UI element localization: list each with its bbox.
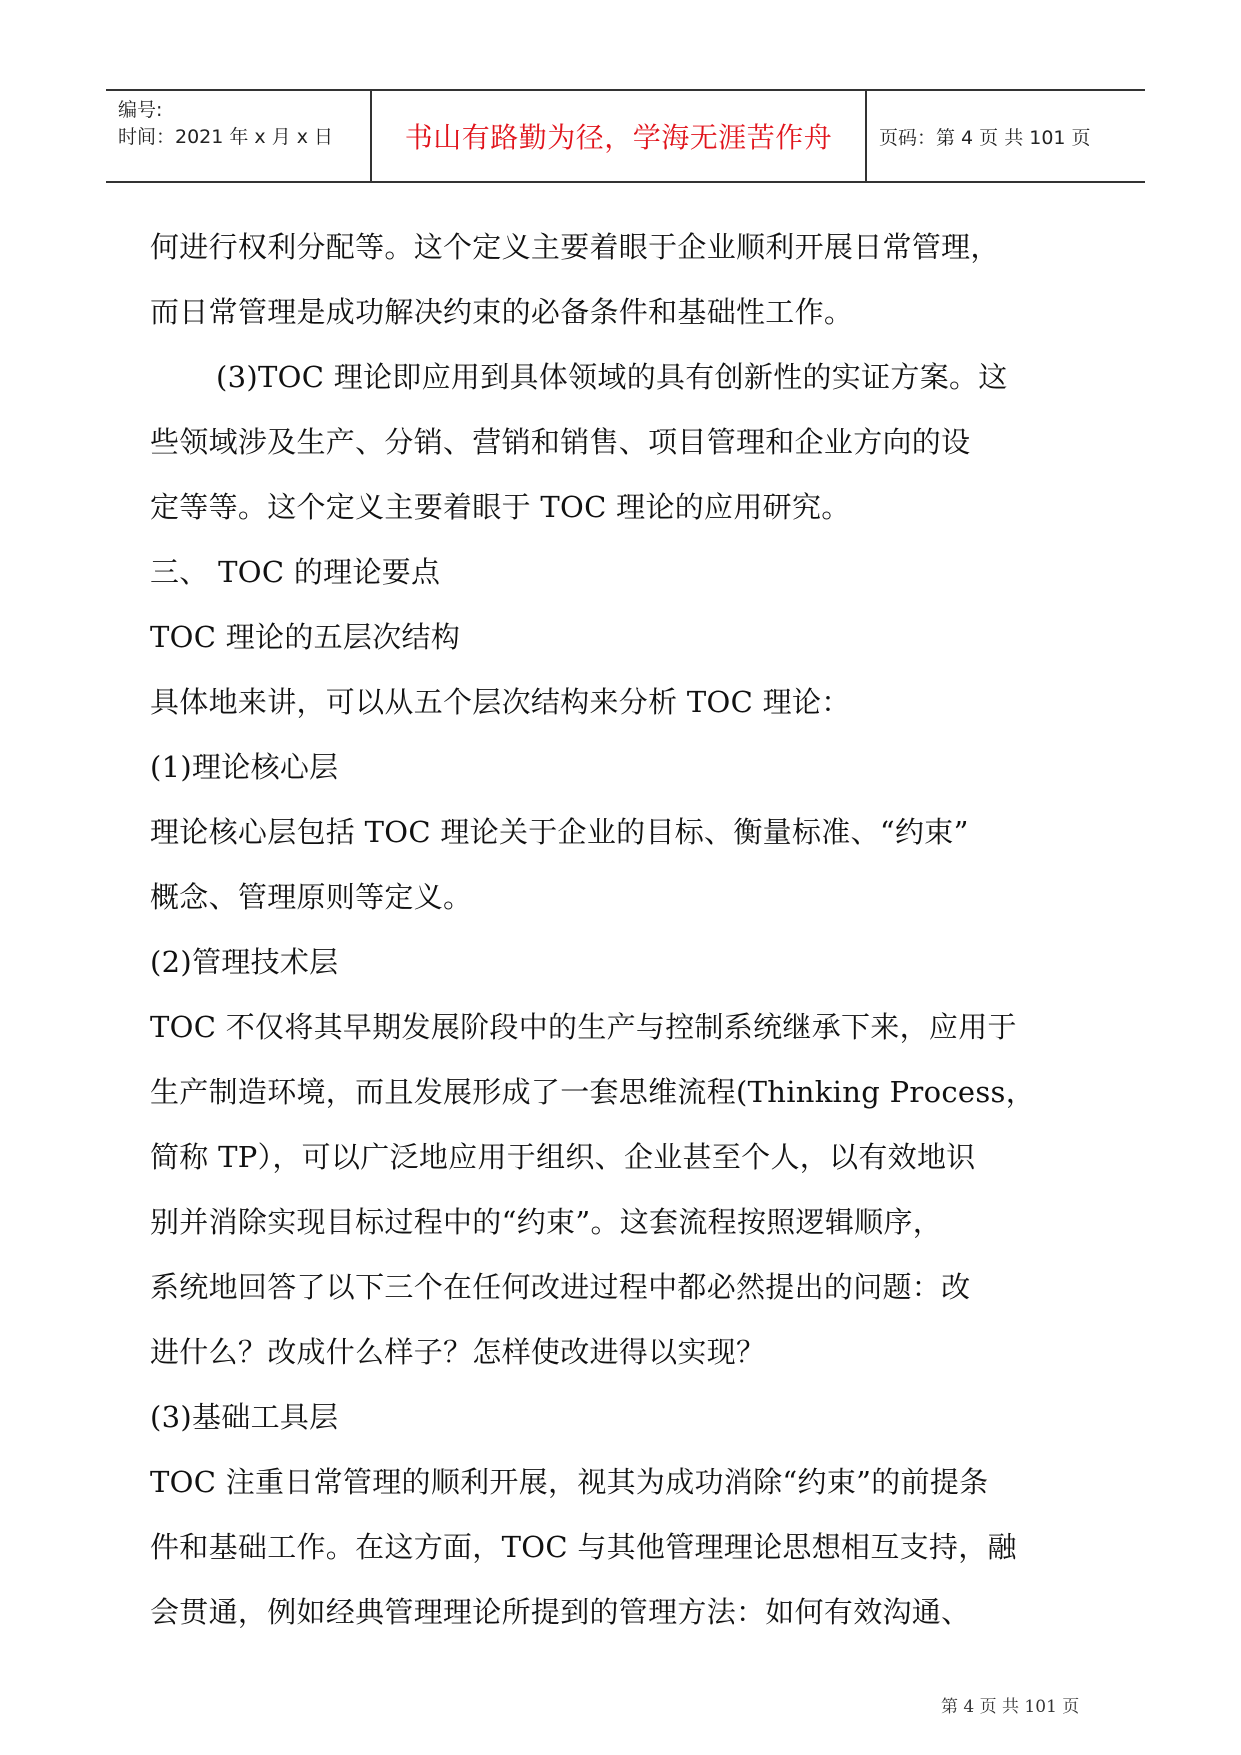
body-line: 件和基础工作。在这方面，TOC 与其他管理理论思想相互支持，融 xyxy=(150,1530,1017,1564)
body-line: 理论核心层包括 TOC 理论关于企业的目标、衡量标准、“约束” xyxy=(150,815,969,849)
document-time-label: 时间：2021 年 x 月 x 日 xyxy=(118,126,334,148)
header-motto-cell xyxy=(370,91,867,181)
body-line: 生产制造环境，而且发展形成了一套思维流程(Thinking Process， xyxy=(150,1075,1035,1109)
body-line: 概念、管理原则等定义。 xyxy=(150,880,473,914)
document-body xyxy=(150,215,1110,1645)
body-line: 会贯通，例如经典管理理论所提到的管理方法：如何有效沟通、 xyxy=(150,1595,971,1629)
layer-heading: (3)基础工具层 xyxy=(150,1400,339,1434)
body-line: 而日常管理是成功解决约束的必备条件和基础性工作。 xyxy=(150,295,854,329)
header-meta-cell xyxy=(106,91,370,181)
body-line: 简称 TP），可以广泛地应用于组织、企业甚至个人，以有效地识 xyxy=(150,1140,976,1174)
body-line: 何进行权利分配等。这个定义主要着眼于企业顺利开展日常管理， xyxy=(150,230,1000,264)
footer-page-number: 第 4 页 共 101 页 xyxy=(941,1697,1080,1717)
body-line: 系统地回答了以下三个在任何改进过程中都必然提出的问题：改 xyxy=(150,1270,971,1304)
header-motto: 书山有路勤为径，学海无涯苦作舟 xyxy=(404,121,833,154)
body-line: 定等等。这个定义主要着眼于 TOC 理论的应用研究。 xyxy=(150,490,851,524)
header-page-number: 页码：第 4 页 共 101 页 xyxy=(879,126,1091,149)
subsection-heading: TOC 理论的五层次结构 xyxy=(150,620,461,654)
layer-heading: (2)管理技术层 xyxy=(150,945,339,979)
document-header xyxy=(106,89,1145,183)
header-page-cell xyxy=(867,91,1145,181)
body-line: 进什么？改成什么样子？怎样使改进得以实现？ xyxy=(150,1335,766,1369)
body-line: 具体地来讲，可以从五个层次结构来分析 TOC 理论： xyxy=(150,685,851,719)
body-line: TOC 不仅将其早期发展阶段中的生产与控制系统继承下来，应用于 xyxy=(150,1010,1017,1044)
body-line: (3)TOC 理论即应用到具体领域的具有创新性的实证方案。这 xyxy=(216,360,1008,394)
body-line: 别并消除实现目标过程中的“约束”。这套流程按照逻辑顺序， xyxy=(150,1205,943,1239)
document-number-label: 编号: xyxy=(118,99,163,121)
layer-heading: (1)理论核心层 xyxy=(150,750,339,784)
section-heading: 三、 TOC 的理论要点 xyxy=(150,555,441,589)
body-line: TOC 注重日常管理的顺利开展，视其为成功消除“约束”的前提条 xyxy=(150,1465,989,1499)
body-line: 些领域涉及生产、分销、营销和销售、项目管理和企业方向的设 xyxy=(150,425,971,459)
